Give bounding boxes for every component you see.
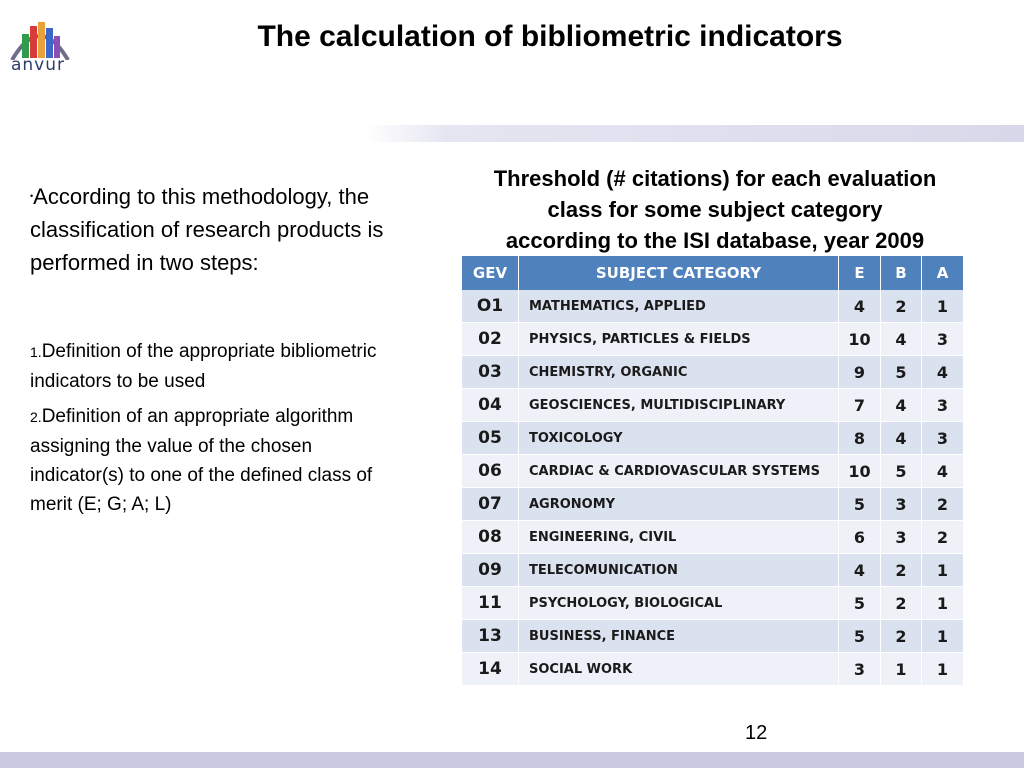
- a-cell: 3: [922, 323, 964, 356]
- e-cell: 5: [839, 488, 881, 521]
- b-cell: 4: [881, 389, 922, 422]
- table-row: [462, 455, 964, 488]
- gev-cell: 11: [462, 587, 519, 620]
- table-row: [462, 488, 964, 521]
- table-row: [462, 290, 964, 323]
- header-subject-category: SUBJECT CATEGORY: [519, 256, 839, 290]
- category-cell: PSYCHOLOGY, BIOLOGICAL: [519, 587, 839, 620]
- gev-cell: 05: [462, 422, 519, 455]
- table-row: [462, 554, 964, 587]
- b-cell: 4: [881, 323, 922, 356]
- category-cell: TELECOMUNICATION: [519, 554, 839, 587]
- category-cell: AGRONOMY: [519, 488, 839, 521]
- category-cell: CARDIAC & CARDIOVASCULAR SYSTEMS: [519, 455, 839, 488]
- a-cell: 2: [922, 521, 964, 554]
- gev-cell: 04: [462, 389, 519, 422]
- step-text: Definition of the appropriate bibliometric indicators to be used: [30, 341, 377, 392]
- a-cell: 1: [922, 290, 964, 323]
- bullet-marker: •: [30, 191, 34, 201]
- e-cell: 5: [839, 620, 881, 653]
- e-cell: 9: [839, 356, 881, 389]
- gev-cell: 13: [462, 620, 519, 653]
- category-cell: GEOSCIENCES, MULTIDISCIPLINARY: [519, 389, 839, 422]
- step-text: Definition of an appropriate algorithm assigning the value of the chosen indicator(s) to one of the defined class of merit (E; G; A; L): [30, 406, 373, 515]
- a-cell: 2: [922, 488, 964, 521]
- caption-line: Threshold (# citations) for each evaluation: [493, 166, 937, 191]
- gev-cell: 02: [462, 323, 519, 356]
- table-row: [462, 389, 964, 422]
- gev-cell: 14: [462, 653, 519, 686]
- gev-cell: O1: [462, 290, 519, 323]
- step-item: [30, 337, 400, 396]
- a-cell: 4: [922, 356, 964, 389]
- a-cell: 1: [922, 554, 964, 587]
- category-cell: ENGINEERING, CIVIL: [519, 521, 839, 554]
- e-cell: 10: [839, 323, 881, 356]
- page-number: 12: [745, 722, 768, 744]
- a-cell: 4: [922, 455, 964, 488]
- b-cell: 5: [881, 356, 922, 389]
- gev-cell: 08: [462, 521, 519, 554]
- category-cell: TOXICOLOGY: [519, 422, 839, 455]
- category-cell: BUSINESS, FINANCE: [519, 620, 839, 653]
- steps-list: [30, 337, 400, 519]
- e-cell: 4: [839, 554, 881, 587]
- e-cell: 10: [839, 455, 881, 488]
- a-cell: 3: [922, 422, 964, 455]
- gev-cell: 06: [462, 455, 519, 488]
- table-row: [462, 356, 964, 389]
- category-cell: CHEMISTRY, ORGANIC: [519, 356, 839, 389]
- gev-cell: 09: [462, 554, 519, 587]
- header-b: B: [881, 256, 922, 290]
- footer-band: [0, 752, 1024, 768]
- step-item: [30, 402, 400, 519]
- threshold-table: [462, 256, 964, 686]
- b-cell: 3: [881, 521, 922, 554]
- caption-line: class for some subject category: [547, 197, 883, 222]
- b-cell: 3: [881, 488, 922, 521]
- a-cell: 1: [922, 620, 964, 653]
- step-number: 1.: [30, 344, 42, 360]
- header-gev: GEV: [462, 256, 519, 290]
- category-cell: SOCIAL WORK: [519, 653, 839, 686]
- b-cell: 5: [881, 455, 922, 488]
- logo-text: anvur: [10, 55, 66, 75]
- e-cell: 3: [839, 653, 881, 686]
- decorative-band: [366, 125, 1024, 142]
- e-cell: 4: [839, 290, 881, 323]
- table-row: [462, 521, 964, 554]
- step-number: 2.: [30, 409, 42, 425]
- page-title: The calculation of bibliometric indicators: [257, 20, 843, 53]
- intro-paragraph: [30, 180, 400, 279]
- b-cell: 1: [881, 653, 922, 686]
- b-cell: 2: [881, 620, 922, 653]
- a-cell: 1: [922, 587, 964, 620]
- table-row: [462, 323, 964, 356]
- b-cell: 2: [881, 587, 922, 620]
- caption-line: according to the ISI database, year 2009: [505, 228, 925, 253]
- table-header-row: [462, 256, 964, 290]
- b-cell: 4: [881, 422, 922, 455]
- table-row: [462, 422, 964, 455]
- intro-text: According to this methodology, the classification of research products is performed in two steps:: [30, 184, 384, 275]
- e-cell: 7: [839, 389, 881, 422]
- e-cell: 5: [839, 587, 881, 620]
- b-cell: 2: [881, 290, 922, 323]
- header-a: A: [922, 256, 964, 290]
- table-caption: [460, 163, 970, 256]
- e-cell: 8: [839, 422, 881, 455]
- b-cell: 2: [881, 554, 922, 587]
- a-cell: 1: [922, 653, 964, 686]
- gev-cell: 03: [462, 356, 519, 389]
- books-icon: [6, 20, 74, 60]
- category-cell: MATHEMATICS, APPLIED: [519, 290, 839, 323]
- table-row: [462, 653, 964, 686]
- category-cell: PHYSICS, PARTICLES & FIELDS: [519, 323, 839, 356]
- methodology-text: [30, 180, 400, 525]
- table-row: [462, 587, 964, 620]
- header-e: E: [839, 256, 881, 290]
- e-cell: 6: [839, 521, 881, 554]
- table-row: [462, 620, 964, 653]
- a-cell: 3: [922, 389, 964, 422]
- gev-cell: 07: [462, 488, 519, 521]
